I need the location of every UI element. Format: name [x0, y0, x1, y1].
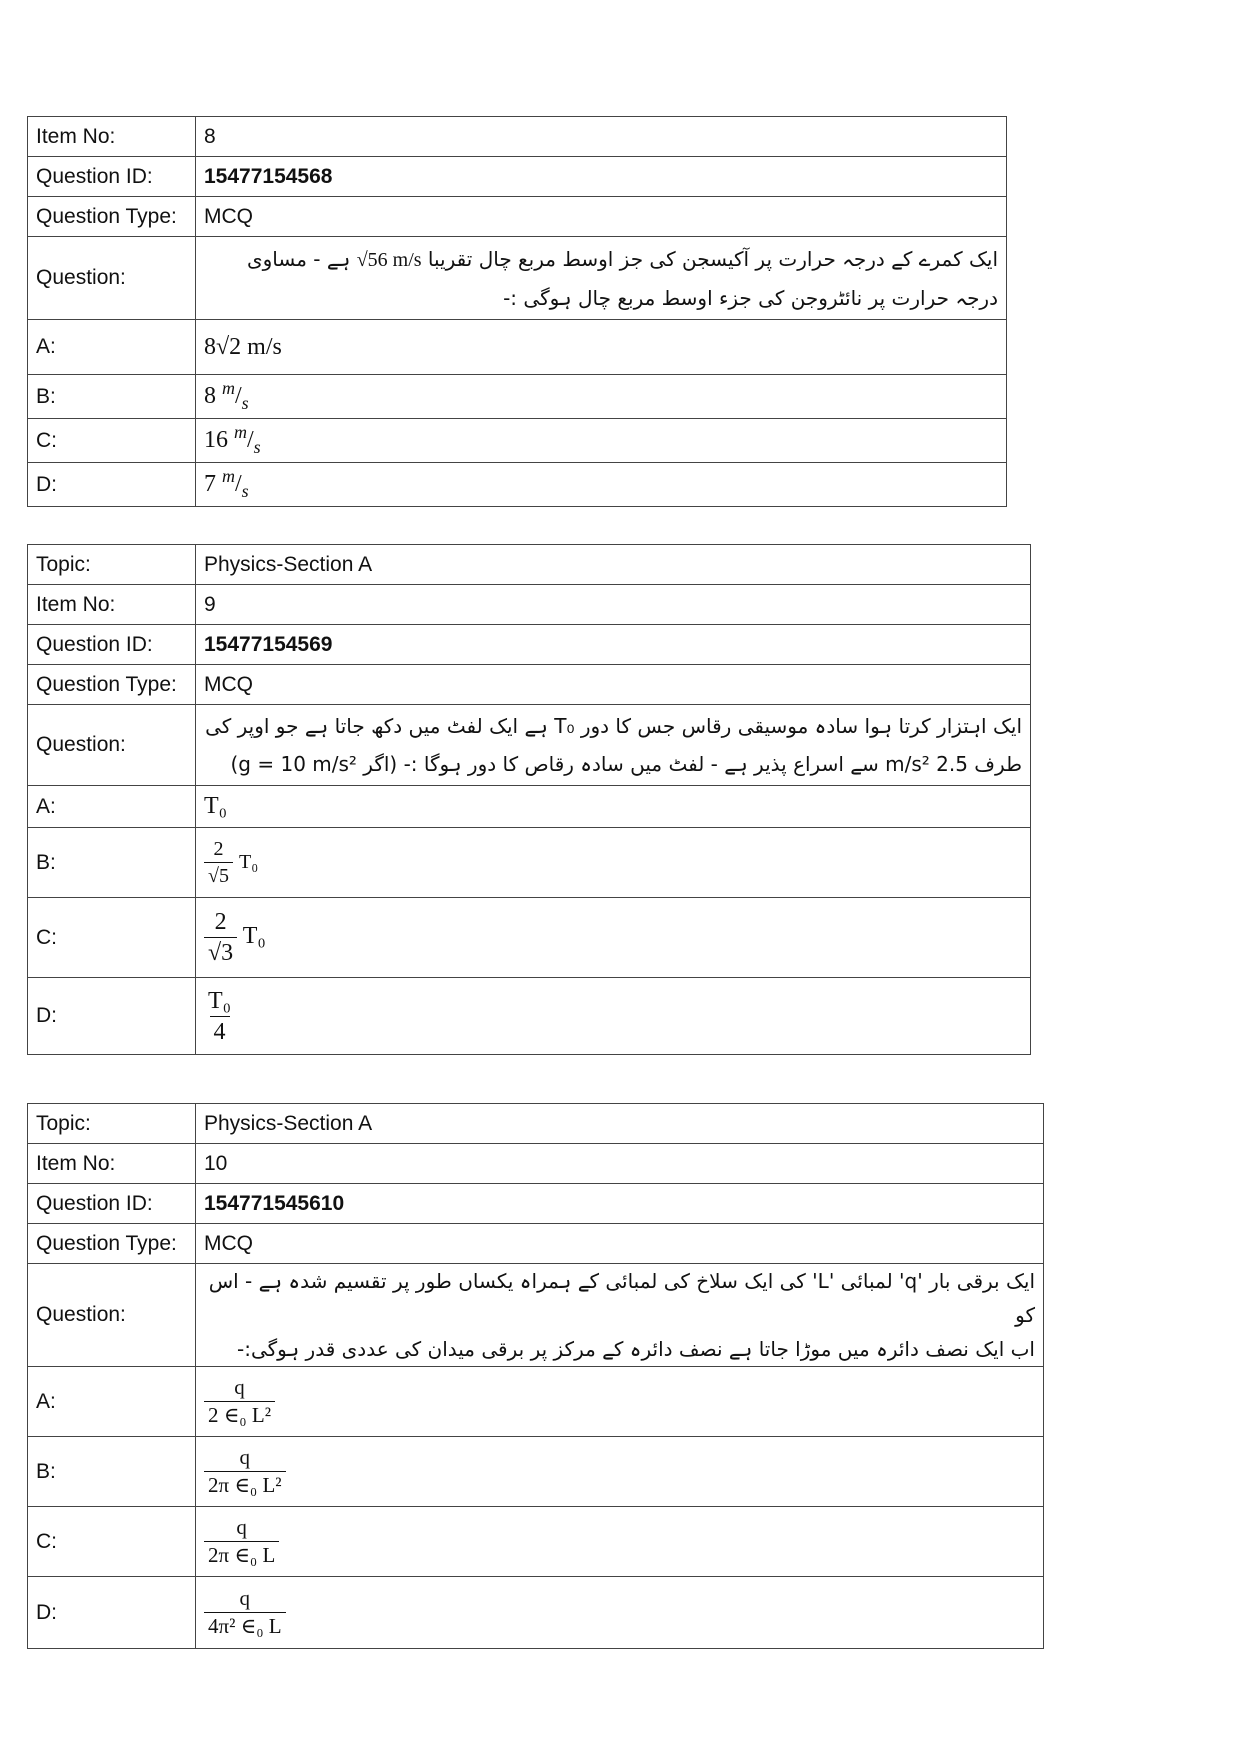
label-question-type: Question Type: — [28, 1224, 196, 1264]
row-question — [28, 1264, 1044, 1367]
label-topic: Topic: — [28, 545, 196, 585]
option-d-value: 7 $^m/_s$ — [196, 463, 1007, 507]
question-line-1: ایک کمرے کے درجہ حرارت پر آکیسجن کی جز اوسط مربع چال تقریبا √56 m/s ہے - مساوی — [246, 246, 998, 271]
label-question-type: Question Type: — [28, 665, 196, 705]
row-option-b — [28, 828, 1031, 898]
question-table-9 — [27, 544, 1031, 1055]
question-line-2: اب ایک نصف دائرہ میں موڑا جاتا ہے نصف دائرہ کے مرکز پر برقی میدان کی عددی قدر ہوگی:- — [237, 1337, 1035, 1361]
question-text — [196, 1264, 1044, 1367]
label-option-c: C: — [28, 1507, 196, 1577]
label-option-a: A: — [28, 320, 196, 375]
option-d-value — [196, 978, 1031, 1055]
option-a-value: 8√2 m/s — [196, 320, 1007, 375]
question-text — [196, 705, 1031, 786]
label-question-id: Question ID: — [28, 625, 196, 665]
label-option-a: A: — [28, 1367, 196, 1437]
row-option-a — [28, 786, 1031, 828]
option-b-value: $\frac{2}{√5}$ T₀ — [196, 828, 1031, 898]
label-item-no: Item No: — [28, 1144, 196, 1184]
option-c-value: 16 $^m/_s$ — [196, 419, 1007, 463]
row-option-c — [28, 1507, 1044, 1577]
row-option-b — [28, 375, 1007, 419]
question-line-1: ایک اہتزار کرتا ہوا سادہ موسیقی رقاس جس کا دور T₀ ہے ایک لفٹ میں دکھ جاتا ہے جو اوپر کی — [205, 714, 1022, 738]
value-item-no: 8 — [196, 117, 1007, 157]
value-question-type: MCQ — [196, 665, 1031, 705]
label-item-no: Item No: — [28, 585, 196, 625]
fraction: $\frac{2}{√3}$ — [204, 910, 237, 965]
row-question-id — [28, 625, 1031, 665]
fraction: $\frac{\text{T₀}}{4}$ — [208, 987, 232, 1045]
label-question: Question: — [28, 237, 196, 320]
row-question — [28, 705, 1031, 786]
question-line-2: طرف 2.5 m/s² سے اسراع پذیر ہے - لفٹ میں سادہ رقاص کا دور ہوگا :- (اگر g = 10 m/s²) — [230, 752, 1022, 776]
row-question-id — [28, 1184, 1044, 1224]
question-line-1: ایک برقی بار 'q' لمبائی 'L' کی ایک سلاخ کی لمبائی کے ہمراہ یکساں طور پر تقسیم شدہ ہے - اس کو — [208, 1269, 1035, 1327]
label-option-c: C: — [28, 419, 196, 463]
row-item-no — [28, 117, 1007, 157]
row-option-d — [28, 463, 1007, 507]
label-option-d: D: — [28, 1577, 196, 1649]
label-option-d: D: — [28, 978, 196, 1055]
question-table-8 — [27, 116, 1007, 507]
row-option-d — [28, 978, 1031, 1055]
value-question-id: 15477154568 — [196, 157, 1007, 197]
option-c-value — [196, 1507, 1044, 1577]
row-option-b — [28, 1437, 1044, 1507]
label-question-type: Question Type: — [28, 197, 196, 237]
label-question: Question: — [28, 1264, 196, 1367]
question-table-10 — [27, 1103, 1044, 1649]
fraction: $\frac{q}{\text{2π ∈₀ L}}$ — [204, 1517, 279, 1566]
label-option-b: B: — [28, 828, 196, 898]
row-question-type — [28, 665, 1031, 705]
label-option-b: B: — [28, 375, 196, 419]
label-topic: Topic: — [28, 1104, 196, 1144]
option-c-value: $\frac{2}{√3}$ T₀ — [196, 898, 1031, 978]
row-question-type — [28, 1224, 1044, 1264]
row-question-id — [28, 157, 1007, 197]
row-item-no — [28, 1144, 1044, 1184]
question-text — [196, 237, 1007, 320]
value-item-no: 10 — [196, 1144, 1044, 1184]
value-question-type: MCQ — [196, 1224, 1044, 1264]
value-question-id: 15477154569 — [196, 625, 1031, 665]
row-option-a — [28, 320, 1007, 375]
row-option-a — [28, 1367, 1044, 1437]
option-a-value — [196, 1367, 1044, 1437]
label-question-id: Question ID: — [28, 1184, 196, 1224]
value-item-no: 9 — [196, 585, 1031, 625]
row-option-c — [28, 898, 1031, 978]
fraction: $\frac{2}{√5}$ — [204, 839, 233, 886]
value-topic: Physics-Section A — [196, 545, 1031, 585]
fraction: $\frac{q}{\text{4π² ∈₀ L}}$ — [204, 1588, 286, 1637]
label-item-no: Item No: — [28, 117, 196, 157]
fraction: $\frac{q}{\text{2π ∈₀ L²}}$ — [204, 1447, 286, 1496]
row-option-c — [28, 419, 1007, 463]
fraction: $\frac{q}{\text{2 ∈₀ L²}}$ — [204, 1377, 275, 1426]
row-topic — [28, 1104, 1044, 1144]
question-line-2: درجہ حرارت پر نائٹروجن کی جزء اوسط مربع چال ہوگی :- — [503, 285, 998, 310]
option-b-value: 8 $^m/_s$ — [196, 375, 1007, 419]
label-option-a: A: — [28, 786, 196, 828]
value-question-type: MCQ — [196, 197, 1007, 237]
option-b-value — [196, 1437, 1044, 1507]
label-question: Question: — [28, 705, 196, 786]
row-question-type — [28, 197, 1007, 237]
row-item-no — [28, 585, 1031, 625]
label-option-b: B: — [28, 1437, 196, 1507]
question-math: √56 m/s — [356, 248, 422, 271]
row-question — [28, 237, 1007, 320]
value-question-id: 154771545610 — [196, 1184, 1044, 1224]
label-option-d: D: — [28, 463, 196, 507]
row-option-d — [28, 1577, 1044, 1649]
value-topic: Physics-Section A — [196, 1104, 1044, 1144]
label-question-id: Question ID: — [28, 157, 196, 197]
option-a-value: T₀ — [196, 786, 1031, 828]
row-topic — [28, 545, 1031, 585]
label-option-c: C: — [28, 898, 196, 978]
option-d-value — [196, 1577, 1044, 1649]
